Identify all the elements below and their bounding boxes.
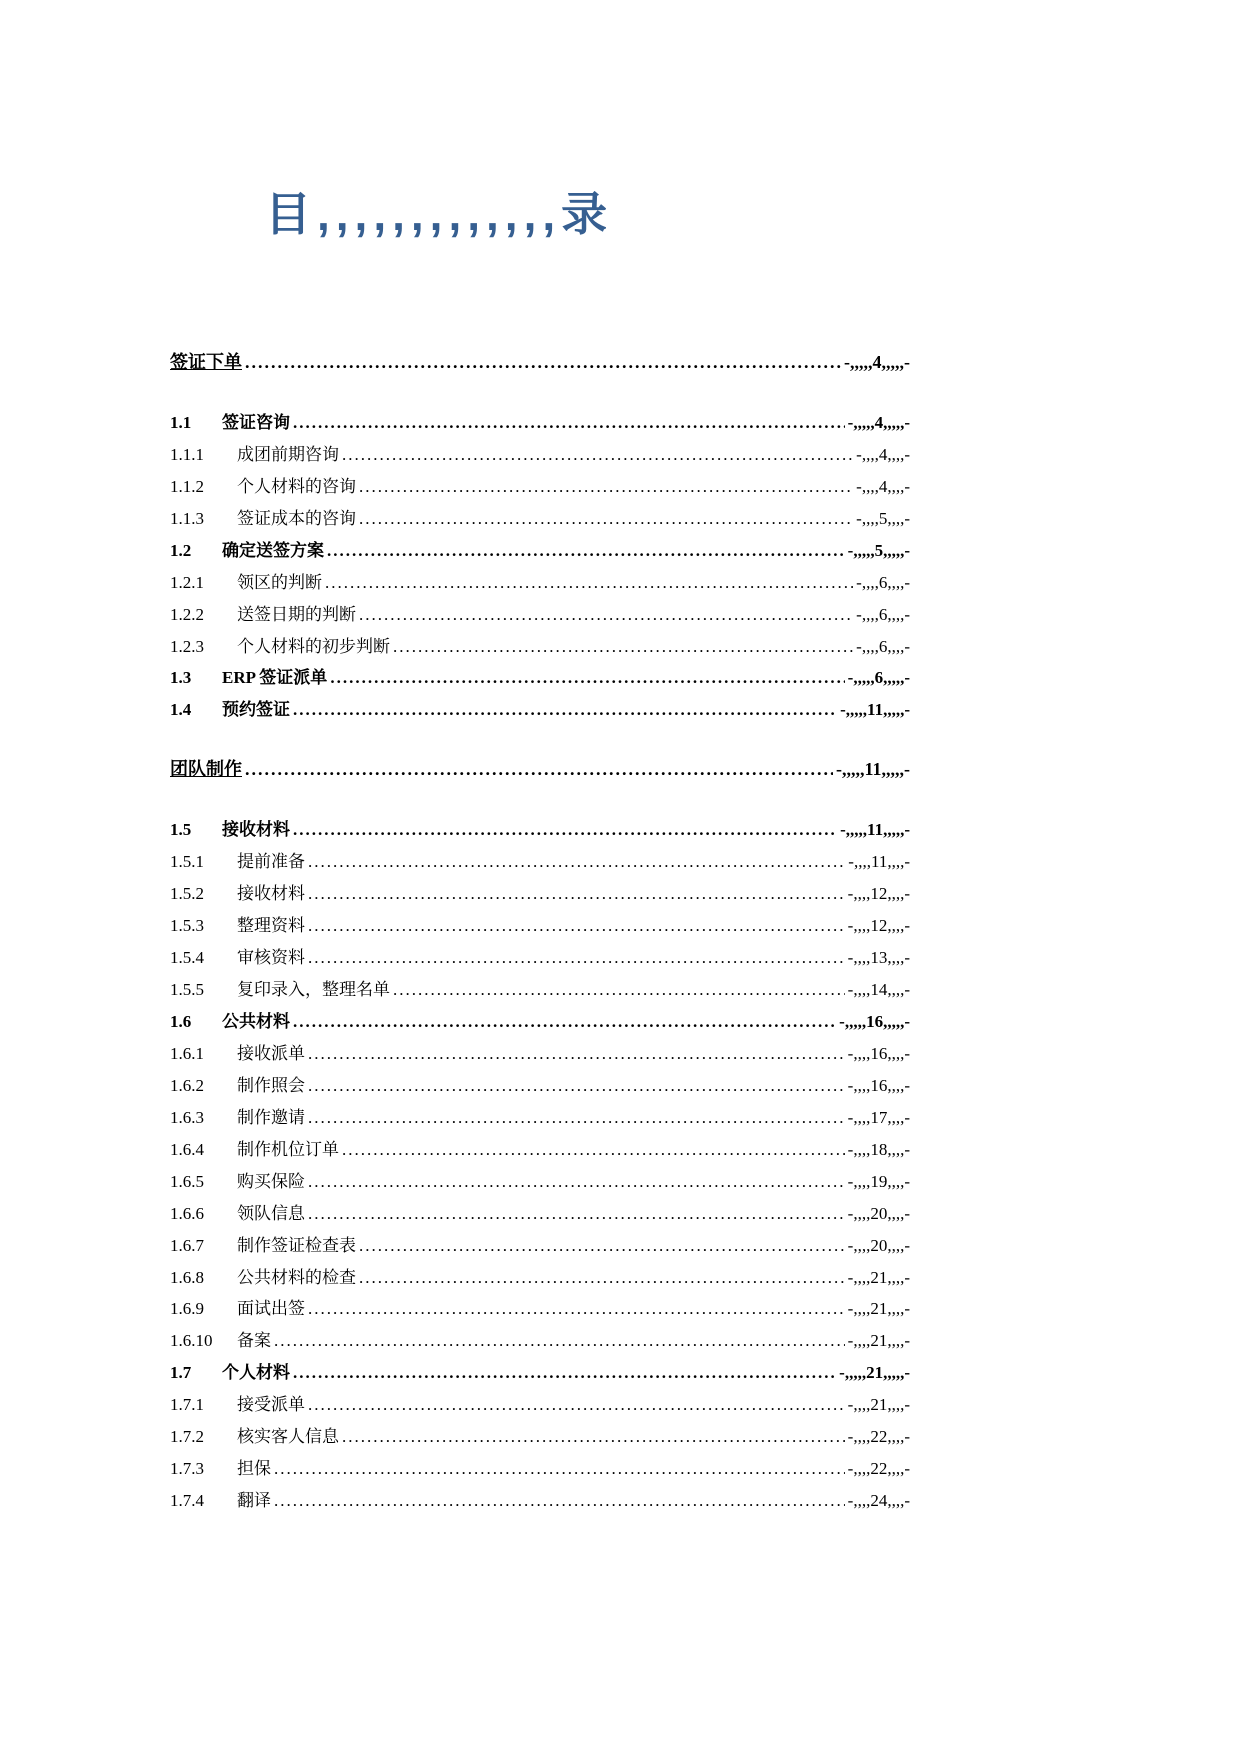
toc-entry-title: 签证下单 xyxy=(170,352,242,372)
toc-entry-number: 1.5.2 xyxy=(170,884,204,904)
toc-entry-number: 1.7.1 xyxy=(170,1395,204,1415)
toc-leader-dots xyxy=(308,1293,845,1325)
toc-entry-title: 面试出签 xyxy=(237,1299,305,1319)
toc-leader-dots xyxy=(293,407,845,439)
toc-entry-page: -,,,,17,,,,- xyxy=(847,1107,910,1127)
toc-leader-dots xyxy=(293,814,837,846)
toc-entry-number: 1.7 xyxy=(170,1363,192,1383)
toc-entry[interactable] xyxy=(170,662,910,694)
toc-entry-title: 复印录入，整理名单 xyxy=(237,979,390,999)
toc-entry-number: 1.7.2 xyxy=(170,1427,204,1447)
toc-leader-dots xyxy=(359,1262,845,1294)
toc-entry[interactable] xyxy=(170,567,910,599)
toc-entry-title: 购买保险 xyxy=(237,1171,305,1191)
toc-entry-title: 备案 xyxy=(237,1331,271,1351)
toc-leader-dots xyxy=(245,346,841,380)
toc-leader-dots xyxy=(393,974,845,1006)
toc-entry-title: 公共材料 xyxy=(222,1011,290,1031)
toc-entry[interactable] xyxy=(170,814,910,846)
toc-entry[interactable] xyxy=(170,1006,910,1038)
toc-entry-page: -,,,,6,,,,- xyxy=(856,604,910,624)
toc-entry-title: 个人材料的初步判断 xyxy=(237,636,390,656)
toc-entry-number: 1.6.8 xyxy=(170,1267,204,1287)
toc-entry-title: 审核资料 xyxy=(237,948,305,967)
toc-entry-page: -,,,,11,,,,- xyxy=(848,852,910,872)
toc-leader-dots xyxy=(359,471,853,503)
toc-leader-dots xyxy=(342,1421,845,1453)
toc-entry[interactable] xyxy=(170,1453,910,1485)
toc-entry-number: 1.1.1 xyxy=(170,444,204,464)
toc-entry[interactable] xyxy=(170,599,910,631)
toc-entry[interactable] xyxy=(170,1262,910,1294)
toc-entry[interactable] xyxy=(170,878,910,910)
toc-entry[interactable] xyxy=(170,471,910,503)
toc-entry-title: 领区的判断 xyxy=(237,572,322,592)
toc-entry[interactable] xyxy=(170,1357,910,1389)
toc-entry-page: -,,,,14,,,,- xyxy=(847,979,910,999)
toc-entry-number: 1.5.3 xyxy=(170,916,204,936)
toc-entry-number: 1.3 xyxy=(170,668,192,688)
toc-entry-page: -,,,,18,,,,- xyxy=(847,1139,910,1159)
toc-entry[interactable] xyxy=(170,1421,910,1453)
toc-entry-number: 1.6.5 xyxy=(170,1171,204,1191)
toc-entry-number: 1.6.6 xyxy=(170,1203,204,1223)
toc-entry-page: -,,,,4,,,,- xyxy=(856,476,910,496)
toc-entry-page: -,,,,22,,,,- xyxy=(847,1427,910,1447)
toc-leader-dots xyxy=(308,1070,845,1102)
toc-entry-page: -,,,,12,,,,- xyxy=(847,916,910,936)
toc-entry-page: -,,,,19,,,,- xyxy=(847,1171,910,1191)
toc-entry-title: 担保 xyxy=(237,1459,271,1479)
toc-entry-page: -,,,,,6,,,,,- xyxy=(847,668,910,688)
toc-entry-page: -,,,,12,,,,- xyxy=(847,884,910,904)
toc-entry-number: 1.6.10 xyxy=(170,1331,213,1351)
toc-leader-dots xyxy=(359,599,853,631)
toc-entry-title: 签证咨询 xyxy=(222,412,290,432)
toc-entry-number: 1.4 xyxy=(170,700,192,720)
toc-entry-page: -,,,,,11,,,,,- xyxy=(840,700,910,720)
toc-entry[interactable] xyxy=(170,535,910,567)
toc-entry-number: 1.6.3 xyxy=(170,1107,204,1127)
toc-entry-page: -,,,,20,,,,- xyxy=(847,1235,910,1255)
toc-entry-number: 1.6.1 xyxy=(170,1043,204,1063)
toc-entry-title: 领队信息 xyxy=(237,1203,305,1223)
toc-entry-title: 翻译 xyxy=(237,1491,271,1511)
toc-leader-dots xyxy=(308,1166,845,1198)
toc-entry[interactable] xyxy=(170,1293,910,1325)
toc-entry-number: 1.5 xyxy=(170,820,192,840)
toc-entry-page: -,,,,21,,,,- xyxy=(847,1395,910,1415)
toc-entry[interactable] xyxy=(170,1325,910,1357)
toc-leader-dots xyxy=(342,1134,845,1166)
toc-entry-title: 制作邀请 xyxy=(237,1107,305,1127)
toc-leader-dots xyxy=(308,878,845,910)
toc-entry-title: 团队制作 xyxy=(170,759,242,780)
toc-entry-title: 签证成本的咨询 xyxy=(237,508,356,528)
toc-entry-title: 接收材料 xyxy=(222,820,290,840)
toc-entry-page: -,,,,20,,,,- xyxy=(847,1203,910,1223)
toc-leader-dots xyxy=(293,694,837,726)
toc-leader-dots xyxy=(308,910,845,942)
toc-entry-title: 整理资料 xyxy=(237,916,305,936)
toc-entry-number: 1.6.2 xyxy=(170,1075,204,1095)
toc-leader-dots xyxy=(308,1102,845,1134)
toc-entry-title: 成团前期咨询 xyxy=(237,444,339,464)
toc-entry-number: 1.2 xyxy=(170,540,192,560)
toc-leader-dots xyxy=(327,535,845,567)
toc-leader-dots xyxy=(245,753,833,787)
toc-entry-title: 制作照会 xyxy=(237,1075,305,1095)
toc-entry-number: 1.7.3 xyxy=(170,1459,204,1479)
toc-entry[interactable] xyxy=(170,753,910,787)
page-title: 目,,,,,,,,,,,,,录 xyxy=(265,188,614,240)
toc-leader-dots xyxy=(308,1389,845,1421)
toc-entry-page: -,,,,5,,,,- xyxy=(856,508,910,528)
toc-leader-dots xyxy=(308,942,845,974)
toc-entry-page: -,,,,13,,,,- xyxy=(847,948,910,967)
toc-entry-page: -,,,,6,,,,- xyxy=(856,572,910,592)
toc-entry-page: -,,,,,11,,,,,- xyxy=(836,759,910,780)
toc-entry-number: 1.2.1 xyxy=(170,572,204,592)
toc-entry[interactable] xyxy=(170,1230,910,1262)
toc-leader-dots xyxy=(308,846,845,878)
toc-entry[interactable] xyxy=(170,1389,910,1421)
toc-entry-page: -,,,,16,,,,- xyxy=(847,1043,910,1063)
toc-entry-number: 1.2.2 xyxy=(170,604,204,624)
toc-entry-title: 个人材料的咨询 xyxy=(237,476,356,496)
toc-entry-page: -,,,,,4,,,,,- xyxy=(844,352,910,372)
toc-entry-page: -,,,,21,,,,- xyxy=(847,1267,910,1287)
toc-entry-title: 接收材料 xyxy=(237,884,305,904)
toc-leader-dots xyxy=(342,439,853,471)
toc-entry-page: -,,,,,5,,,,,- xyxy=(847,540,910,560)
toc-entry[interactable] xyxy=(170,1038,910,1070)
toc-leader-dots xyxy=(330,662,844,694)
toc-entry-title: 核实客人信息 xyxy=(237,1427,339,1447)
toc-entry[interactable] xyxy=(170,1070,910,1102)
toc-entry-page: -,,,,4,,,,- xyxy=(856,444,910,464)
toc-entry[interactable] xyxy=(170,439,910,471)
toc-entry-number: 1.2.3 xyxy=(170,636,204,656)
toc-entry[interactable] xyxy=(170,942,910,974)
toc-leader-dots xyxy=(308,1038,845,1070)
toc-leader-dots xyxy=(293,1006,836,1038)
toc-entry[interactable] xyxy=(170,1166,910,1198)
toc-entry[interactable] xyxy=(170,1485,910,1517)
toc-leader-dots xyxy=(359,1230,845,1262)
toc-entry-title: 送签日期的判断 xyxy=(237,604,356,624)
toc-leader-dots xyxy=(308,1198,845,1230)
toc-leader-dots xyxy=(274,1453,845,1485)
toc-entry-number: 1.5.5 xyxy=(170,979,204,999)
toc-entry-number: 1.6.9 xyxy=(170,1299,204,1319)
toc-entry-title: 个人材料 xyxy=(222,1363,290,1383)
toc-leader-dots xyxy=(274,1325,845,1357)
toc-leader-dots xyxy=(393,631,853,663)
toc-entry-page: -,,,,21,,,,- xyxy=(847,1331,910,1351)
toc-entry-page: -,,,,,21,,,,,- xyxy=(839,1363,910,1383)
toc-entry-number: 1.1.2 xyxy=(170,476,204,496)
toc-entry-number: 1.6.7 xyxy=(170,1235,204,1255)
toc-entry-title: 提前准备 xyxy=(237,852,305,872)
toc-leader-dots xyxy=(325,567,853,599)
table-of-contents xyxy=(170,346,910,1517)
toc-entry-page: -,,,,22,,,,- xyxy=(847,1459,910,1479)
toc-entry-title: 接收派单 xyxy=(237,1043,305,1063)
toc-entry[interactable] xyxy=(170,346,910,380)
toc-leader-dots xyxy=(274,1485,845,1517)
toc-entry[interactable] xyxy=(170,503,910,535)
toc-entry-title: 公共材料的检查 xyxy=(237,1267,356,1287)
toc-entry[interactable] xyxy=(170,631,910,663)
toc-entry[interactable] xyxy=(170,1102,910,1134)
toc-entry-title: 确定送签方案 xyxy=(222,540,324,560)
toc-entry-page: -,,,,,16,,,,,- xyxy=(839,1011,910,1031)
toc-entry[interactable] xyxy=(170,846,910,878)
toc-entry-page: -,,,,,4,,,,,- xyxy=(847,412,910,432)
toc-entry[interactable] xyxy=(170,974,910,1006)
toc-entry-number: 1.6 xyxy=(170,1011,192,1031)
toc-entry-number: 1.1 xyxy=(170,412,192,432)
toc-entry[interactable] xyxy=(170,1134,910,1166)
toc-entry-title: 制作机位订单 xyxy=(237,1139,339,1159)
toc-entry-title: 制作签证检查表 xyxy=(237,1235,356,1255)
toc-entry[interactable] xyxy=(170,910,910,942)
toc-entry[interactable] xyxy=(170,1198,910,1230)
toc-entry[interactable] xyxy=(170,694,910,726)
toc-entry-title: 预约签证 xyxy=(222,700,290,720)
toc-entry-title: 接受派单 xyxy=(237,1395,305,1415)
toc-leader-dots xyxy=(293,1357,836,1389)
toc-entry-title: ERP 签证派单 xyxy=(222,668,328,688)
toc-entry-number: 1.1.3 xyxy=(170,508,204,528)
toc-entry-page: -,,,,,11,,,,,- xyxy=(840,820,910,840)
toc-entry-number: 1.5.4 xyxy=(170,948,204,967)
toc-leader-dots xyxy=(359,503,853,535)
toc-entry[interactable] xyxy=(170,407,910,439)
toc-entry-page: -,,,,6,,,,- xyxy=(856,636,910,656)
toc-entry-number: 1.7.4 xyxy=(170,1491,204,1511)
toc-entry-number: 1.6.4 xyxy=(170,1139,204,1159)
toc-entry-page: -,,,,21,,,,- xyxy=(847,1299,910,1319)
toc-entry-number: 1.5.1 xyxy=(170,852,204,872)
toc-entry-page: -,,,,24,,,,- xyxy=(847,1491,910,1511)
toc-entry-page: -,,,,16,,,,- xyxy=(847,1075,910,1095)
